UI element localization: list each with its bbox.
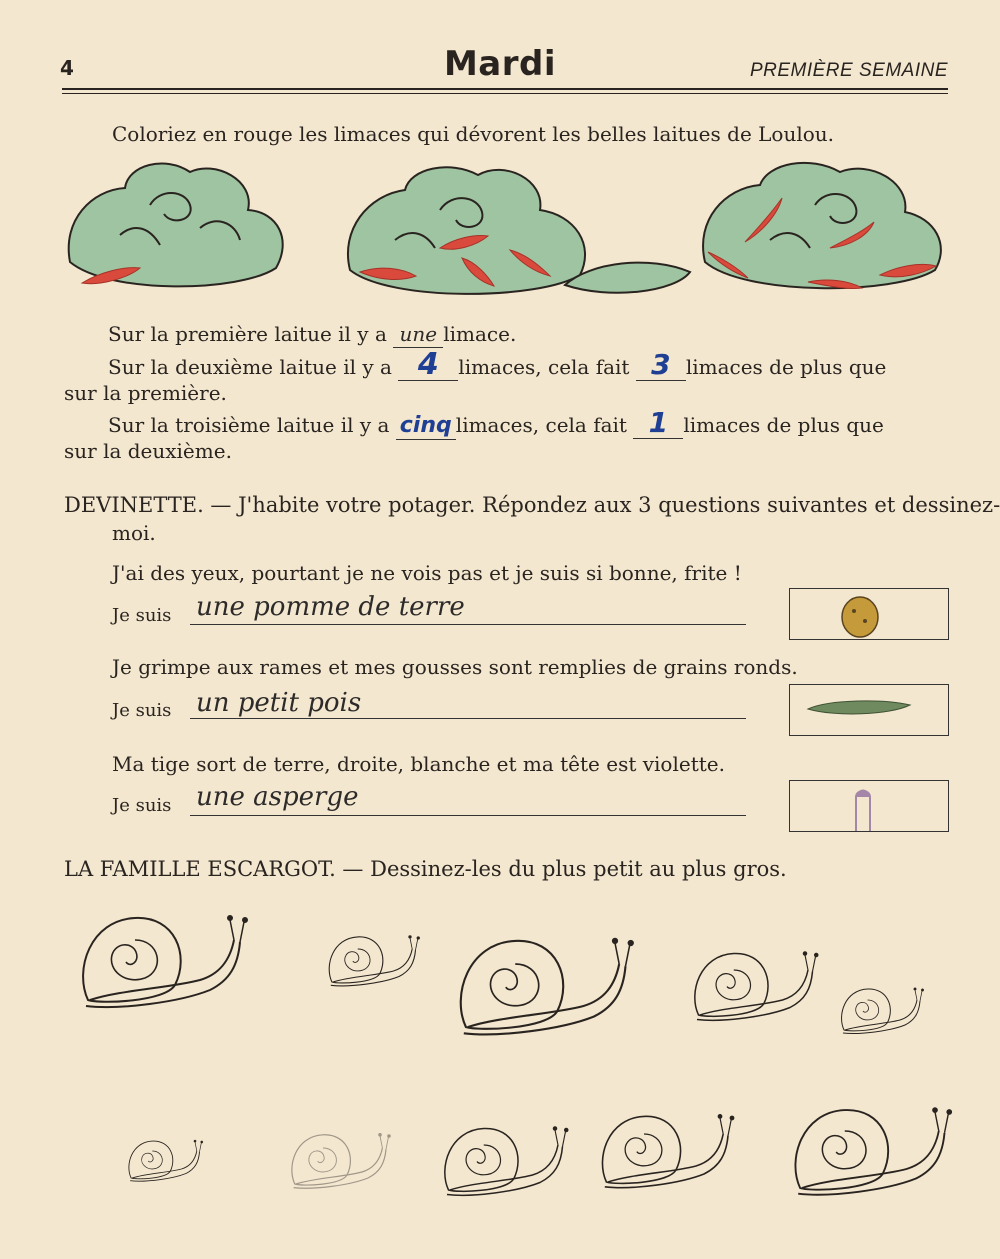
line3-text-b: limaces, cela fait xyxy=(455,413,634,437)
riddle-2-prefix: Je suis xyxy=(112,700,172,721)
snail-7 xyxy=(445,1127,568,1196)
snail-sketch xyxy=(292,1133,391,1188)
line3-answer-1: cinq xyxy=(399,413,452,438)
riddle-1-prefix: Je suis xyxy=(112,605,172,626)
lettuce-line-2-cont: sur la première. xyxy=(64,381,227,405)
snail-3 xyxy=(461,938,634,1034)
riddle-3-question: Ma tige sort de terre, droite, blanche et ma tête est violette. xyxy=(112,752,725,776)
snail-2 xyxy=(329,936,419,986)
riddle-intro-cont: moi. xyxy=(112,521,156,545)
riddle-1-answer: une pomme de terre xyxy=(196,592,465,622)
snail-1 xyxy=(83,916,247,1008)
riddle-heading: DEVINETTE. — xyxy=(64,493,232,517)
exercise1-instruction: Coloriez en rouge les limaces qui dévorent les belles laitues de Loulou. xyxy=(112,122,835,146)
snail-8 xyxy=(602,1114,734,1187)
line2-answer-1: 4 xyxy=(417,347,439,382)
snail-6 xyxy=(129,1140,203,1181)
line1-answer: une xyxy=(399,322,438,346)
snail-heading: LA FAMILLE ESCARGOT. — xyxy=(64,857,364,881)
line2-text-c: limaces de plus que xyxy=(685,355,887,379)
line2-answer-2: 3 xyxy=(651,348,671,381)
riddle-3-prefix: Je suis xyxy=(112,795,172,816)
line3-answer-2: 1 xyxy=(648,406,669,439)
line1-text-a: Sur la première laitue il y a xyxy=(108,322,394,346)
snail-instruction: Dessinez-les du plus petit au plus gros. xyxy=(370,857,787,881)
snail-4 xyxy=(695,952,818,1021)
riddle-intro-text: J'habite votre potager. Répondez aux 3 questions suivantes et dessinez- xyxy=(238,493,1000,517)
page-title: Mardi xyxy=(443,44,557,84)
lettuce-line-3-cont: sur la deuxième. xyxy=(64,439,232,463)
page-number: 4 xyxy=(60,56,74,80)
line3-text-c: limaces de plus que xyxy=(683,413,884,437)
line2-text-a: Sur la deuxième laitue il y a xyxy=(108,355,399,379)
riddle-2-answer: un petit pois xyxy=(196,688,362,718)
riddle-1-question: J'ai des yeux, pourtant je ne vois pas et je suis si bonne, frite ! xyxy=(112,561,742,585)
snail-5 xyxy=(842,988,924,1034)
riddle-2-question: Je grimpe aux rames et mes gousses sont remplies de grains ronds. xyxy=(112,655,798,679)
line1-text-b: limace. xyxy=(443,322,517,346)
snail-9 xyxy=(795,1108,951,1195)
riddle-3-answer: une asperge xyxy=(196,782,359,812)
line2-text-b: limaces, cela fait xyxy=(458,355,636,379)
line3-text-a: Sur la troisième laitue il y a xyxy=(108,413,396,437)
week-label: PREMIÈRE SEMAINE xyxy=(749,60,948,81)
